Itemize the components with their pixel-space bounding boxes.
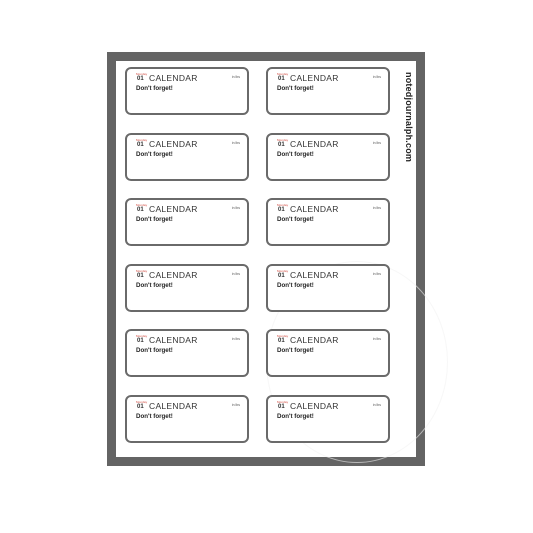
- units-label: in lbs: [231, 75, 240, 79]
- day-number: 01: [137, 272, 144, 279]
- day-number: 01: [278, 272, 285, 279]
- units-label: in lbs: [231, 337, 240, 341]
- units-label: in lbs: [372, 206, 381, 210]
- sticker-card: [125, 329, 249, 377]
- units-label: in lbs: [231, 206, 240, 210]
- month-label: Monday: [136, 137, 148, 142]
- day-number: 01: [137, 141, 144, 148]
- card-title: CALENDAR: [149, 204, 198, 214]
- month-label: Monday: [277, 399, 289, 404]
- sticker-card: [266, 329, 390, 377]
- units-label: in lbs: [231, 402, 240, 407]
- sticker-card: [125, 133, 249, 181]
- month-label: Monday: [136, 399, 148, 404]
- units-label: in lbs: [372, 140, 381, 145]
- reminder-note: Don't forget!: [277, 412, 314, 420]
- day-number: 01: [137, 338, 144, 344]
- brand-side-text: [402, 72, 418, 162]
- sticker-card: [125, 395, 249, 443]
- day-number: 01: [278, 207, 285, 213]
- reminder-note: Don't forget!: [136, 347, 173, 354]
- day-number: 01: [278, 141, 285, 148]
- reminder-note: Don't forget!: [277, 85, 314, 92]
- card-title: CALENDAR: [290, 269, 339, 280]
- month-label: Monday: [136, 72, 148, 76]
- card-title: CALENDAR: [290, 204, 339, 214]
- reminder-note: Don't forget!: [136, 216, 173, 223]
- sticker-card: [266, 198, 390, 246]
- card-title: CALENDAR: [290, 400, 339, 411]
- sheet-frame: [107, 52, 425, 466]
- reminder-note: Don't forget!: [277, 150, 314, 158]
- reminder-note: Don't forget!: [277, 347, 314, 354]
- month-label: Monday: [136, 203, 148, 207]
- units-label: in lbs: [372, 75, 381, 79]
- month-label: Monday: [277, 203, 289, 207]
- card-title: CALENDAR: [149, 138, 198, 149]
- card-title: CALENDAR: [149, 400, 198, 411]
- sticker-paper: [116, 61, 416, 457]
- sticker-card: [125, 264, 249, 312]
- sticker-card: [125, 198, 249, 246]
- reminder-note: Don't forget!: [136, 412, 173, 420]
- day-number: 01: [137, 76, 144, 82]
- day-number: 01: [278, 403, 285, 410]
- card-title: CALENDAR: [290, 335, 339, 345]
- month-label: Monday: [277, 334, 289, 338]
- month-label: Monday: [277, 72, 289, 76]
- day-number: 01: [278, 76, 285, 82]
- sticker-card: [266, 133, 390, 181]
- card-title: CALENDAR: [290, 138, 339, 149]
- sticker-card: [266, 264, 390, 312]
- month-label: Monday: [136, 334, 148, 338]
- day-number: 01: [137, 207, 144, 213]
- reminder-note: Don't forget!: [136, 150, 173, 158]
- sticker-card: [266, 67, 390, 115]
- day-number: 01: [137, 403, 144, 410]
- reminder-note: Don't forget!: [136, 281, 173, 289]
- units-label: in lbs: [372, 402, 381, 407]
- card-title: CALENDAR: [149, 269, 198, 280]
- brand-url: notedjournalph.com: [404, 72, 414, 163]
- units-label: in lbs: [372, 271, 381, 276]
- units-label: in lbs: [231, 271, 240, 276]
- month-label: Monday: [136, 268, 148, 273]
- sticker-card: [125, 67, 249, 115]
- month-label: Monday: [277, 137, 289, 142]
- sticker-grid: [116, 61, 416, 457]
- units-label: in lbs: [231, 140, 240, 145]
- reminder-note: Don't forget!: [277, 281, 314, 289]
- day-number: 01: [278, 338, 285, 344]
- month-label: Monday: [277, 268, 289, 273]
- sticker-card: [266, 395, 390, 443]
- card-title: CALENDAR: [149, 335, 198, 345]
- card-title: CALENDAR: [290, 73, 339, 83]
- reminder-note: Don't forget!: [136, 85, 173, 92]
- card-title: CALENDAR: [149, 73, 198, 83]
- reminder-note: Don't forget!: [277, 216, 314, 223]
- units-label: in lbs: [372, 337, 381, 341]
